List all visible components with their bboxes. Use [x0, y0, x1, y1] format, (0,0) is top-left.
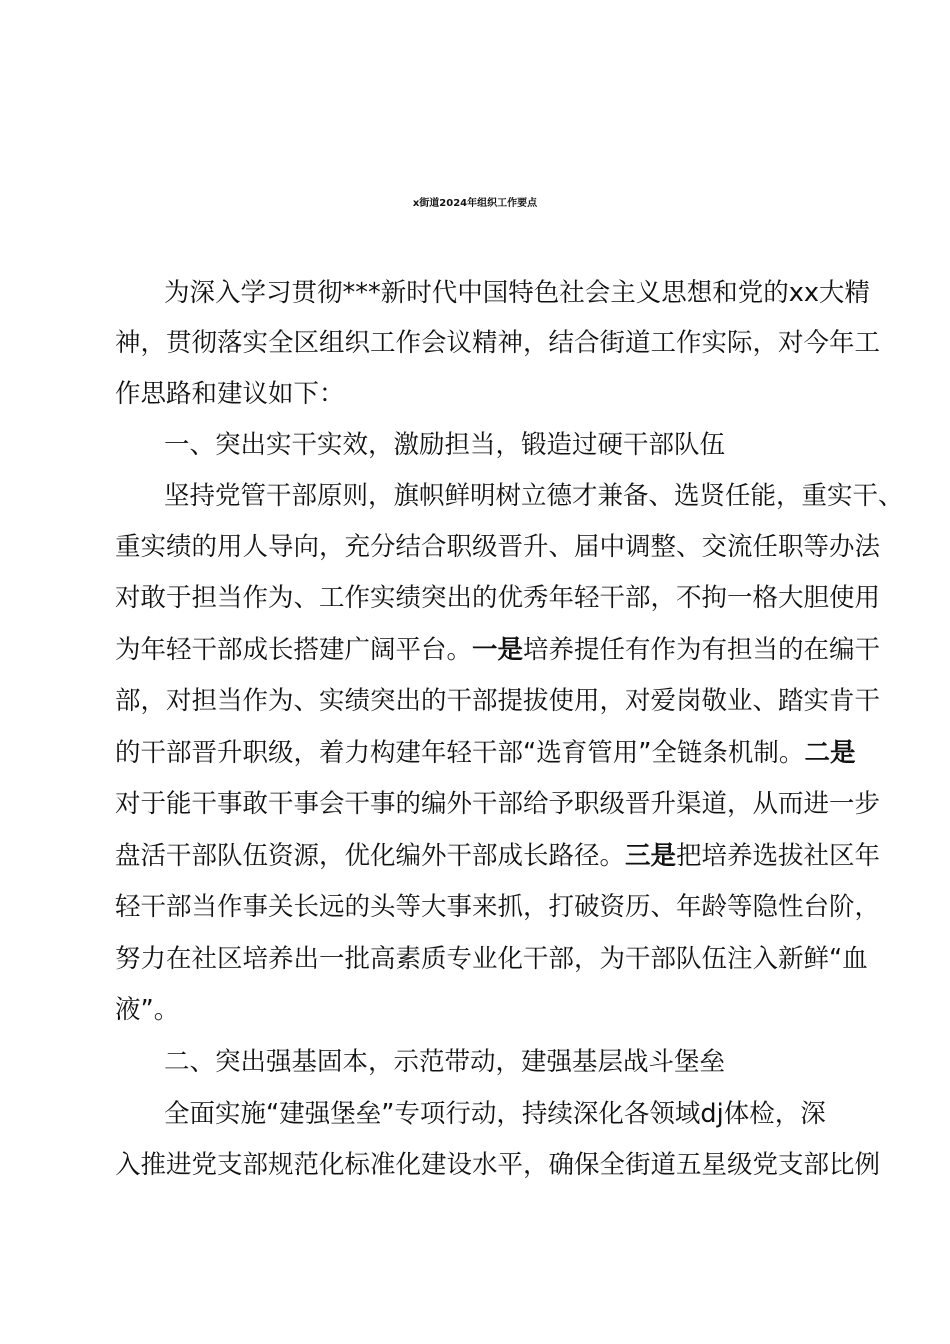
document-title: x街道2024年组织工作要点 [412, 198, 538, 209]
text-segment: 的干部晋升职级，着力构建年轻干部“选育管用”全链条机制。 [115, 738, 805, 768]
text-segment: 培养提任有作为有担当的在编干 [523, 635, 881, 665]
paragraph-line: 对敢于担当作为、工作实绩突出的优秀年轻干部，不拘一格大胆使用 [115, 583, 881, 613]
text-segment: 盘活干部队伍资源，优化编外干部成长路径。 [115, 841, 626, 871]
paragraph-line: 轻干部当作事关长远的头等大事来抓，打破资历、年龄等隐性台阶， [115, 892, 881, 922]
text-segment: 为年轻干部成长搭建广阔平台。 [115, 635, 473, 665]
paragraph-line [115, 630, 880, 670]
paragraph-line: 努力在社区培养出一批高素质专业化干部，为干部队伍注入新鲜“血 [115, 944, 868, 974]
paragraph-line [115, 836, 880, 876]
paragraph-line: 坚持党管干部原则，旗帜鲜明树立德才兼备、选贤任能，重实干、 [164, 481, 904, 511]
section-heading: 一、突出实干实效，激励担当，锻造过硬干部队伍 [164, 430, 726, 460]
paragraph-line [115, 733, 855, 773]
emphasis-text: 三是 [625, 841, 677, 871]
emphasis-text: 二是 [804, 738, 856, 768]
paragraph-line: 重实绩的用人导向，充分结合职级晋升、届中调整、交流任职等办法 [115, 532, 881, 562]
paragraph-line: 液”。 [115, 995, 180, 1025]
text-segment: 把培养选拔社区年 [676, 841, 881, 871]
paragraph-line: 作思路和建议如下： [115, 379, 345, 409]
paragraph-line: 全面实施“建强堡垒”专项行动，持续深化各领域dj体检，深 [164, 1099, 826, 1129]
paragraph-line: 为深入学习贯彻***新时代中国特色社会主义思想和党的xx大精 [164, 278, 870, 308]
paragraph-line: 部，对担当作为、实绩突出的干部提拔使用，对爱岗敬业、踏实肯干 [115, 686, 881, 716]
emphasis-text: 一是 [472, 635, 524, 665]
section-heading: 二、突出强基固本，示范带动，建强基层战斗堡垒 [164, 1047, 726, 1077]
paragraph-line: 神，贯彻落实全区组织工作会议精神，结合街道工作实际，对今年工 [115, 328, 881, 358]
paragraph-line: 入推进党支部规范化标准化建设水平，确保全街道五星级党支部比例 [115, 1150, 881, 1180]
paragraph-line: 对于能干事敢干事会干事的编外干部给予职级晋升渠道，从而进一步 [115, 789, 881, 819]
